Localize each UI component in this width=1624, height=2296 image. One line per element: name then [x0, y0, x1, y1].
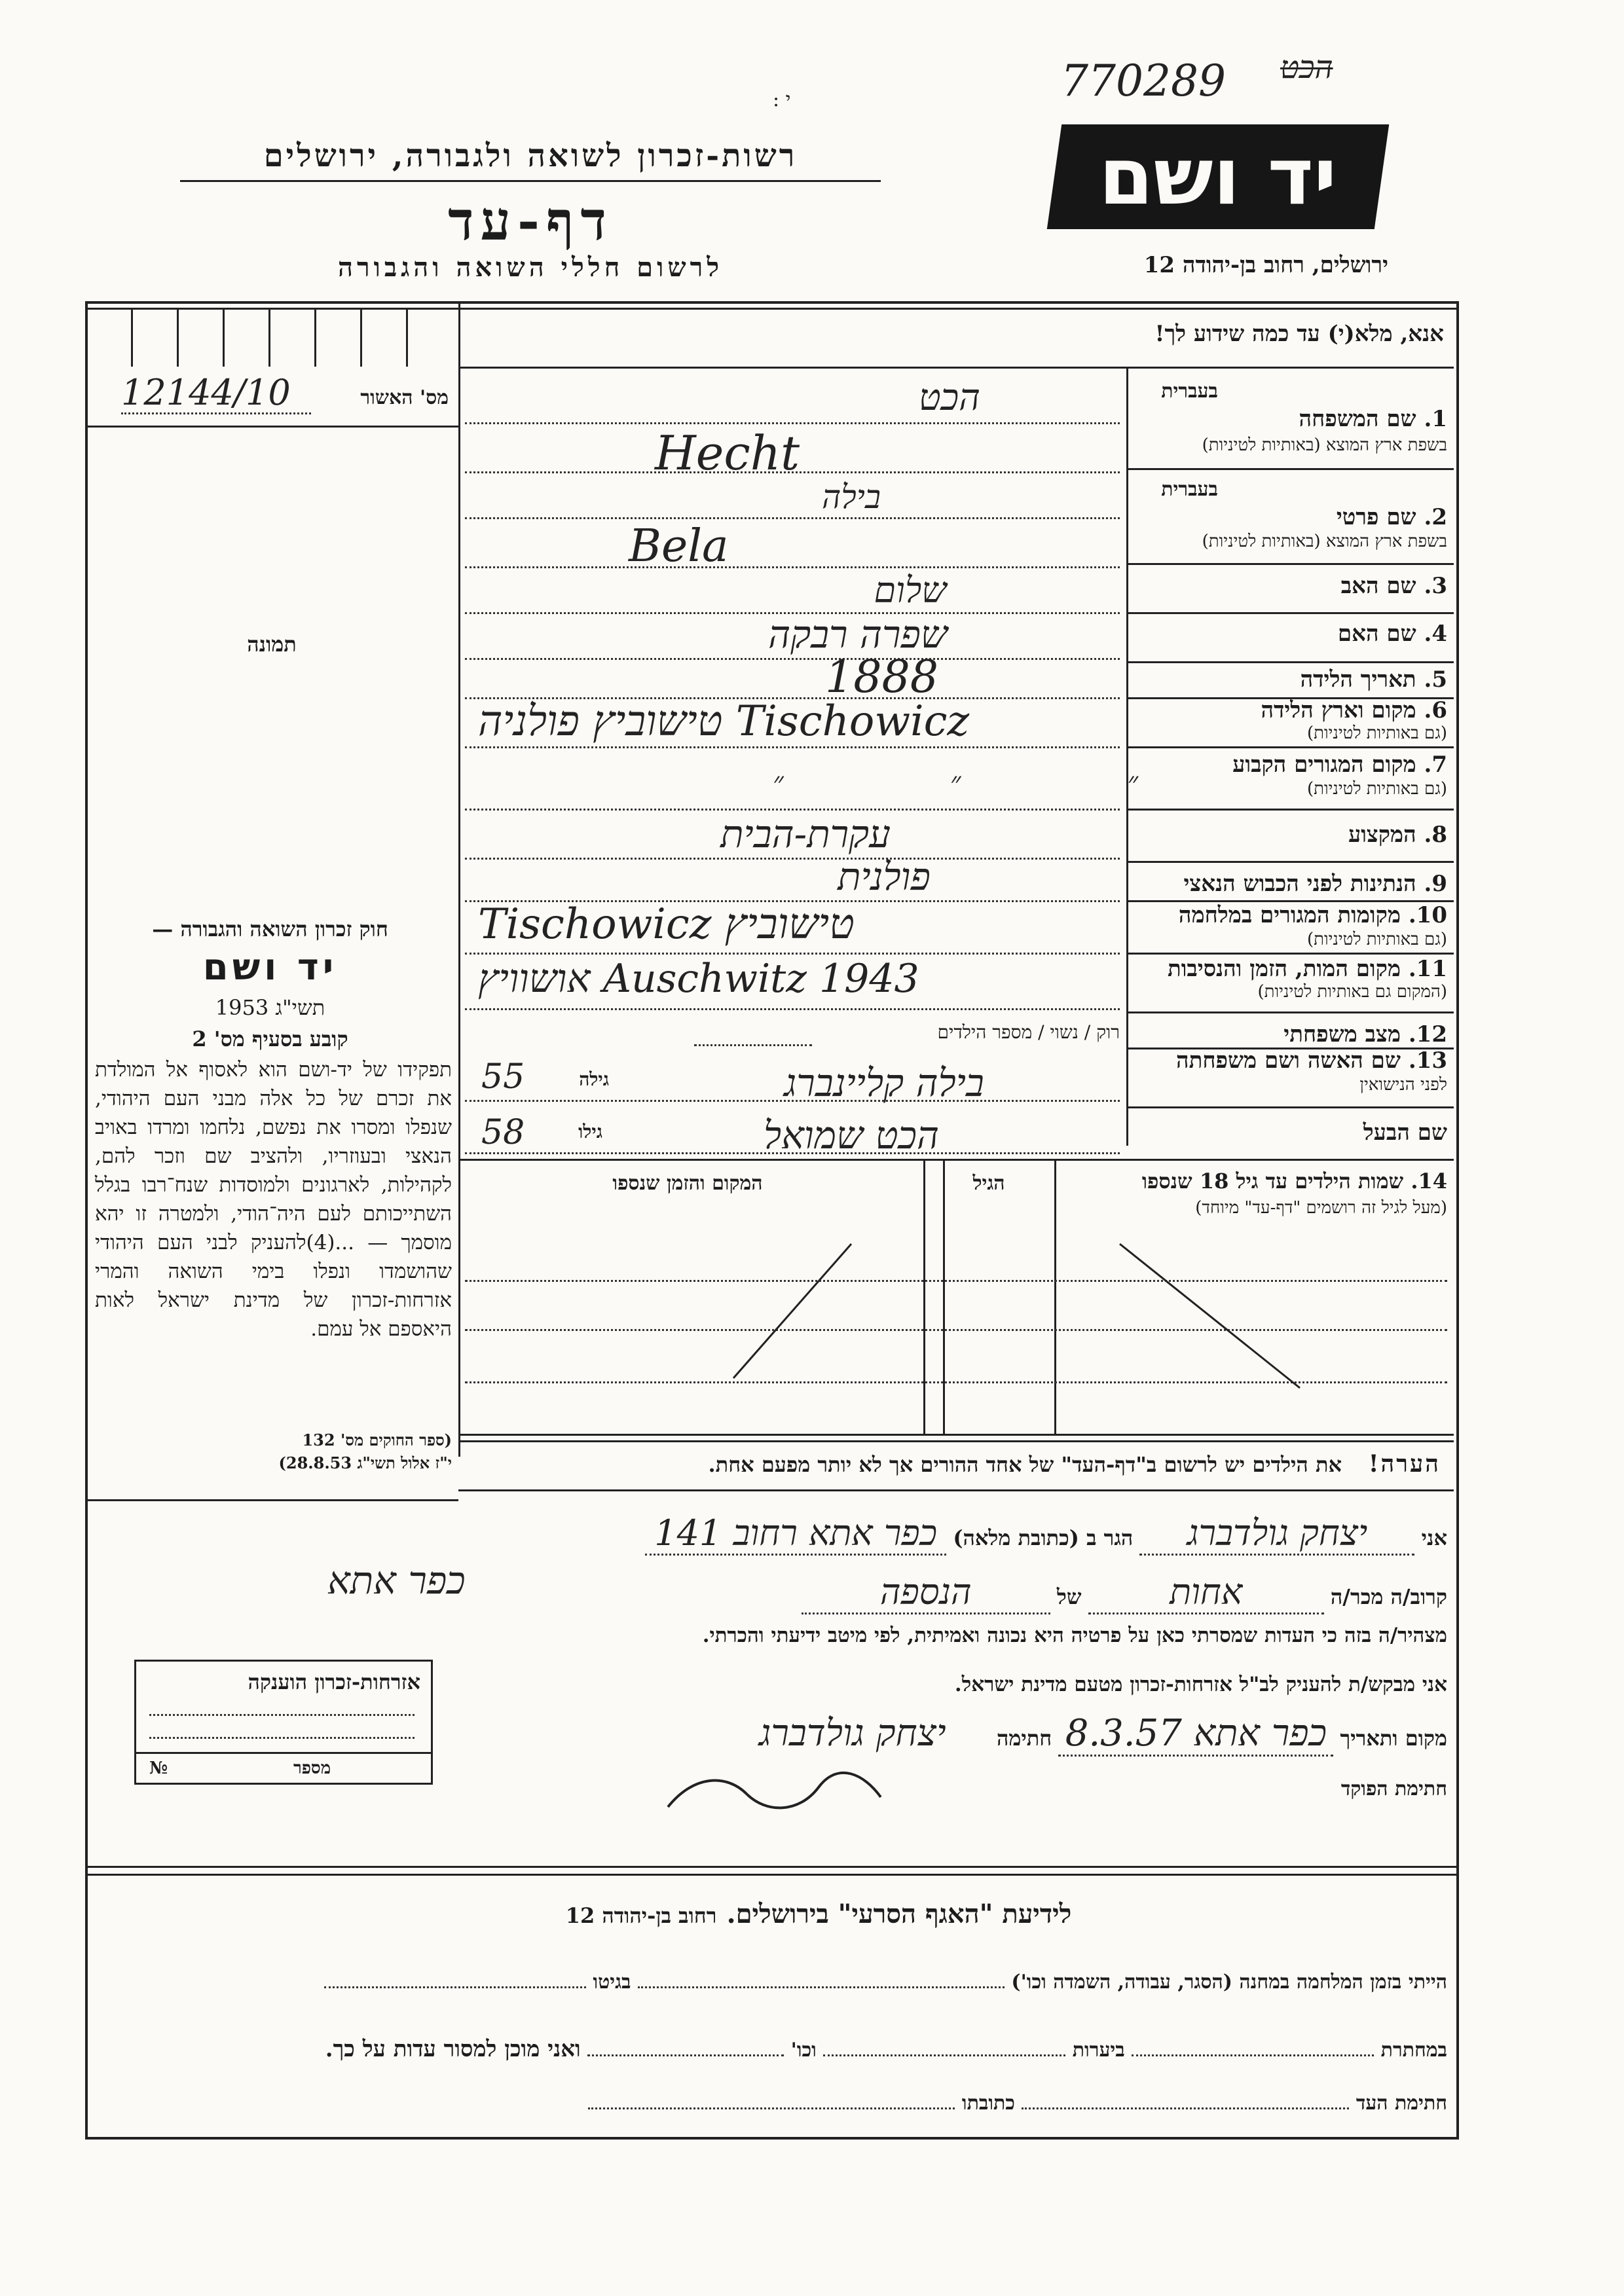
note-top-line [458, 1440, 1454, 1442]
husband-label: שם הבעל [1363, 1120, 1447, 1146]
decl-prefix: אני [1421, 1525, 1447, 1550]
citizenship-title: אזרחות-זכרון הוענקה [248, 1669, 420, 1694]
value-surname-hebrew: הכט [918, 376, 980, 419]
row-line-8 [1126, 861, 1454, 863]
decl-relation-label: קרוב/ה מכר/ה [1330, 1584, 1447, 1609]
approval-line [121, 412, 311, 414]
yad-vashem-logo [1047, 124, 1389, 229]
field-2-label: 2. שם פרטי [1336, 504, 1447, 530]
note-label: הערה! [1368, 1450, 1441, 1478]
note-bottom-line [458, 1489, 1454, 1491]
children-bottom-line [458, 1434, 1454, 1436]
row-line-13 [1126, 1106, 1454, 1108]
dots-3 [465, 517, 1120, 519]
form-title: דף-עד [448, 190, 613, 253]
tick-3 [223, 308, 225, 367]
dots-6 [465, 658, 1120, 660]
law-year: תשי"ג 1953 [215, 995, 325, 1020]
dots-2 [465, 471, 1120, 473]
law-ref-2: י"ז אלול תשי"ג 28.8.53) [278, 1453, 452, 1472]
citizenship-divider [136, 1752, 431, 1754]
form-subtitle: לרשום חללי השואה והגבורה [337, 252, 724, 283]
bottom-line-1b: בגיטו [593, 1971, 631, 1994]
children-title: 14. שמות הילדים עד גיל 18 שנספו [1141, 1169, 1447, 1194]
dots-16 [465, 1152, 1120, 1154]
bottom-line-1-blank-2[interactable] [324, 1986, 586, 1988]
decl-address: כפר אתא רחוב 141 [645, 1512, 946, 1556]
approval-label: מס' האשור [360, 386, 449, 409]
field-1-sub: בשפת ארץ המוצא (באותיות לטיניות) [1202, 435, 1447, 455]
field-7-sub: (גם באותיות לטיניות) [1306, 779, 1447, 799]
bottom-title-row [393, 1899, 1244, 1929]
children-col-age: הגיל [972, 1172, 1005, 1195]
field-3-label: 3. שם האב [1340, 573, 1447, 599]
bottom-line-2a: במחתרת [1380, 2039, 1447, 2062]
handwritten-number: 770289 [1061, 56, 1226, 106]
law-title: חוק זכרון השואה והגבורה — [152, 917, 388, 941]
row-line-7 [1126, 809, 1454, 811]
row-line-6 [1126, 746, 1454, 748]
children-col-place: המקום והזמן שנספו [612, 1172, 763, 1195]
bottom-line-3b: כתובתו [961, 2092, 1015, 2115]
bottom-line-2-blank-2[interactable] [823, 2054, 1065, 2056]
decl-official-row [458, 1777, 1447, 1800]
decl-signature-value: יצחק גולדברג [758, 1712, 946, 1755]
dots-14 [694, 1044, 812, 1046]
declaration-line-2 [471, 1571, 1447, 1614]
decl-place-date-row [458, 1712, 1447, 1757]
bottom-line-3a: חתימת העד [1356, 2092, 1447, 2115]
field-10-label: 10. מקומות המגורים במלחמה [1178, 902, 1447, 928]
bottom-line-2-blank-3[interactable] [587, 2054, 784, 2056]
decl-official-label: חתימת הפוקד [1340, 1777, 1447, 1800]
bottom-line-1a: הייתי בזמן המלחמה במחנה (הסגר, עבודה, השמדה וכו') [1011, 1971, 1447, 1994]
citizenship-box [134, 1660, 433, 1785]
dots-1 [465, 422, 1120, 424]
declaration-line-1 [471, 1512, 1447, 1556]
decl-name: יצחק גולדברג [1139, 1512, 1414, 1556]
field-6-label: 6. מקום וארץ הלידה [1261, 697, 1447, 723]
sidebar-bottom-line [85, 1499, 458, 1501]
field-8-label: 8. המקצוע [1348, 822, 1447, 848]
bottom-line-3-blank-2[interactable] [588, 2107, 955, 2109]
field-13-sub: לפני הנישואין [1359, 1075, 1447, 1095]
law-ref-1: (ספר החוקים מס' 132 [302, 1430, 452, 1449]
value-birthplace: טישוביץ פולניה Tischowicz [478, 697, 970, 746]
handwritten-corner: הכט [1280, 49, 1333, 86]
tick-5 [314, 308, 316, 367]
org-line: רשות-זכרון לשואה ולגבורה, ירושלים [263, 137, 798, 174]
bottom-address: רחוב בן-יהודה 12 [565, 1903, 717, 1928]
bottom-line-2 [98, 2036, 1447, 2062]
photo-label: תמונה [247, 632, 297, 657]
field-10-sub: (גם באותיות לטיניות) [1306, 930, 1447, 949]
decl-place-date-label: מקום ותאריך [1340, 1726, 1447, 1751]
row-line-11 [1126, 1011, 1454, 1013]
bottom-divider-1 [85, 1866, 1456, 1868]
law-name: יד ושם [202, 946, 338, 989]
bottom-line-2-blank-1[interactable] [1132, 2054, 1374, 2056]
decl-place-date-value: כפר אתא 8.3.57 [1058, 1712, 1333, 1757]
instruction: אנא, מלא(י) עד כמה שידוע לך! [1154, 321, 1444, 347]
citizenship-number-symbol: № [149, 1758, 168, 1778]
top-marks: : י [773, 88, 791, 111]
children-subtitle: (מעל לגיל זה רושמים "דף-עד" מיוחד) [1195, 1198, 1447, 1218]
approval-row-line [85, 426, 458, 428]
dots-4 [465, 566, 1120, 568]
field-2-hebrew-tag: בעברית [1161, 478, 1218, 501]
decl-relation: אחות [1088, 1571, 1324, 1614]
field-11-sub: (המקום גם באותיות לטיניות) [1257, 982, 1447, 1002]
wife-age-value: 55 [481, 1057, 525, 1097]
decl-request: אני מבקש/ת להעניק לב"ל אזרחות-זכרון מטעם מדינת ישראל. [954, 1673, 1447, 1696]
field-5-label: 5. תאריך הלידה [1300, 666, 1447, 693]
dots-12 [465, 953, 1120, 955]
dots-9 [465, 809, 1120, 811]
row-line-2 [1126, 563, 1454, 565]
logo-text: יד ושם [1099, 131, 1337, 223]
decl-signature-label: חתימה [996, 1726, 1052, 1751]
note-row [465, 1450, 1441, 1478]
bottom-line-2d: ואני מוכן למסור עדות על כך. [325, 2036, 581, 2062]
marital-options: רוק / נשוי / מספר הילדים [937, 1021, 1120, 1043]
value-residence: ״ ״ ״ [773, 766, 1217, 799]
value-nationality: פולנית [838, 854, 931, 899]
label-column-divider [1126, 367, 1128, 1146]
bottom-line-3-blank-1[interactable] [1022, 2107, 1349, 2109]
decl-mid: הגר ב (כתובת מלאה) [953, 1525, 1134, 1550]
instruction-row-line [458, 367, 1454, 369]
law-text: תפקידו של יד-ושם הוא לאסוף אל המולדת את זכרם של כל אלה מבני העם היהודי, שנפלו ומסרו את נפשם, נלחמו ומרדו באויב הנאצי ובעוזריו, ולהציב שם וזכר להם, לקהילות, לארגונים ולמוסדות שנח־רבו בגלל השתייכותם לעם היה־הודי, ולמטרה זו יהא מוסמך — ...(4)להעניק לבני העם היהודי שהושמדו ונפלו בימי השואה והמרי אזרחות-זכרון של מדינת ישראל לאות היאספם אל עמם. [95, 1058, 452, 1341]
citizenship-dots-1 [149, 1714, 415, 1716]
tick-7 [406, 308, 408, 367]
note-text: את הילדים יש לרשום ב"דף-העד" של אחד ההורים אך לא יותר מפעם אחת. [708, 1452, 1342, 1477]
dots-15 [465, 1100, 1120, 1102]
value-firstname-latin: Bela [629, 520, 729, 572]
citizenship-number-label: מספר [293, 1758, 331, 1778]
decl-deceased: הנספה [802, 1571, 1050, 1614]
org-underline [180, 180, 881, 182]
tick-1 [131, 308, 133, 367]
bottom-line-2c: וכו' [790, 2039, 817, 2062]
bottom-line-3 [98, 2092, 1447, 2115]
row-line-3 [1126, 612, 1454, 614]
value-profession: עקרת-הבית [720, 812, 891, 856]
tick-4 [268, 308, 270, 367]
field-2-sub: בשפת ארץ המוצא (באותיות לטיניות) [1202, 532, 1447, 551]
value-wife: בילה קליינברג [784, 1061, 984, 1105]
bottom-line-1-blank[interactable] [638, 1986, 1005, 1988]
bottom-line-1 [98, 1971, 1447, 1994]
bottom-title: לידיעת "האגף הסרעי" בירושלים. [726, 1899, 1072, 1929]
approval-value: 12144/10 [121, 372, 291, 413]
decl-of: של [1056, 1584, 1082, 1609]
field-12-label: 12. מצב משפחתי [1283, 1021, 1447, 1048]
value-husband: הכט שמואל [763, 1113, 940, 1157]
husband-age-value: 58 [481, 1113, 525, 1152]
decl-address-continued: כפר אתא [327, 1558, 466, 1603]
decl-statement: מצהיר/ה בזה כי העדות שמסרתי כאן על פרטיה היא נכונה ואמיתית, לפי מיטב ידיעתי והכרתי. [702, 1624, 1447, 1647]
field-9-label: 9. הנתינות לפני הכבוש הנאצי [1183, 871, 1447, 897]
field-4-label: 4. שם האם [1337, 621, 1447, 647]
field-11-label: 11. מקום המות, הזמן והנסיבות [1167, 956, 1447, 982]
value-birthdate: 1888 [825, 651, 939, 703]
official-signature [655, 1761, 891, 1820]
value-firstname-hebrew: בילה [822, 478, 881, 516]
field-6-sub: (גם באותיות לטיניות) [1306, 723, 1447, 743]
value-wartime-residence: Tischowicz טישוביץ [478, 900, 855, 949]
tick-6 [360, 308, 362, 367]
husband-age-label: גילו [578, 1121, 602, 1142]
frame-top-double [85, 308, 1456, 310]
row-line-4 [1126, 661, 1454, 663]
value-surname-latin: Hecht [655, 426, 800, 481]
tick-2 [177, 308, 179, 367]
header-address: ירושלים, רחוב בן-יהודה 12 [1143, 252, 1388, 278]
dots-8 [465, 746, 1120, 748]
field-7-label: 7. מקום המגורים הקבוע [1232, 752, 1447, 778]
value-mother: שפרה רבקה [768, 612, 948, 657]
row-line-10 [1126, 953, 1454, 955]
row-line-1 [1126, 468, 1454, 470]
bottom-divider-2 [85, 1874, 1456, 1876]
wife-age-label: גילה [579, 1068, 609, 1090]
law-clause: קובע בסעיף מס' 2 [192, 1027, 348, 1051]
field-13-label: 13. שם האשה ושם משפחתה [1176, 1048, 1447, 1074]
value-father: שלום [874, 570, 947, 611]
field-1-label: 1. שם המשפחה [1299, 406, 1447, 432]
bottom-line-2b: ביערות [1072, 2039, 1125, 2062]
value-death: אושוויץ Auschwitz 1943 [478, 956, 919, 1002]
field-1-hebrew-tag: בעברית [1161, 380, 1218, 403]
dots-13 [465, 1008, 1120, 1010]
citizenship-dots-2 [149, 1737, 415, 1739]
children-strikethrough [458, 1159, 1454, 1434]
